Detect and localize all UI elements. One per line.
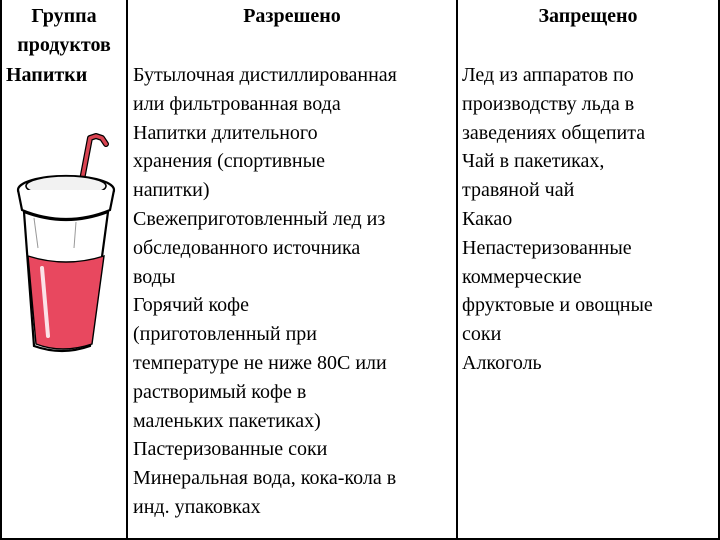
allowed-line: растворимый кофе в	[133, 380, 307, 403]
allowed-line: (приготовленный при	[133, 323, 317, 346]
allowed-line: воды	[133, 265, 176, 288]
allowed-line: Пастеризованные соки	[133, 438, 328, 461]
allowed-line: обследованного источника	[133, 236, 361, 259]
allowed-line: напитки)	[133, 179, 210, 202]
allowed-line: Минеральная вода, кока-кола в	[133, 467, 397, 490]
allowed-line: Бутылочная дистиллированная	[133, 64, 397, 86]
forbidden-line: Непастеризованные	[462, 236, 632, 259]
allowed-line: Свежеприготовленный лед из	[133, 207, 386, 230]
allowed-line: инд. упаковках	[133, 495, 261, 518]
forbidden-line: травяной чай	[462, 179, 575, 202]
allowed-line: температуре не ниже 80С или	[133, 351, 387, 374]
header-forbidden-column: Запрещено	[538, 5, 638, 27]
allowed-line: хранения (спортивные	[133, 150, 325, 173]
forbidden-line: Алкоголь	[462, 351, 542, 374]
forbidden-items-list	[462, 61, 716, 378]
header-group-line-2: продуктов	[17, 33, 111, 56]
forbidden-line: производству льда в	[462, 92, 635, 115]
drink-cup-with-straw-icon	[4, 118, 132, 358]
forbidden-line: заведениях общепита	[462, 121, 646, 144]
allowed-line: Горячий кофе	[133, 294, 250, 317]
allowed-line: или фильтрованная вода	[133, 92, 341, 115]
allowed-items-list	[133, 61, 455, 522]
forbidden-line: Какао	[462, 207, 513, 230]
row-group-label: Напитки	[6, 64, 88, 86]
allowed-line: маленьких пакетиках)	[133, 409, 321, 432]
header-group-line-1: Группа	[31, 5, 97, 27]
forbidden-line: коммерческие	[462, 265, 582, 288]
forbidden-line: соки	[462, 323, 502, 346]
forbidden-line: фруктовые и овощные	[462, 294, 653, 317]
allowed-line: Напитки длительного	[133, 121, 318, 144]
column-divider-2	[456, 0, 458, 540]
header-allowed-column: Разрешено	[243, 5, 341, 27]
header-group-column	[2, 2, 126, 60]
forbidden-line: Чай в пакетиках,	[462, 150, 605, 173]
forbidden-line: Лед из аппаратов по	[462, 64, 634, 86]
